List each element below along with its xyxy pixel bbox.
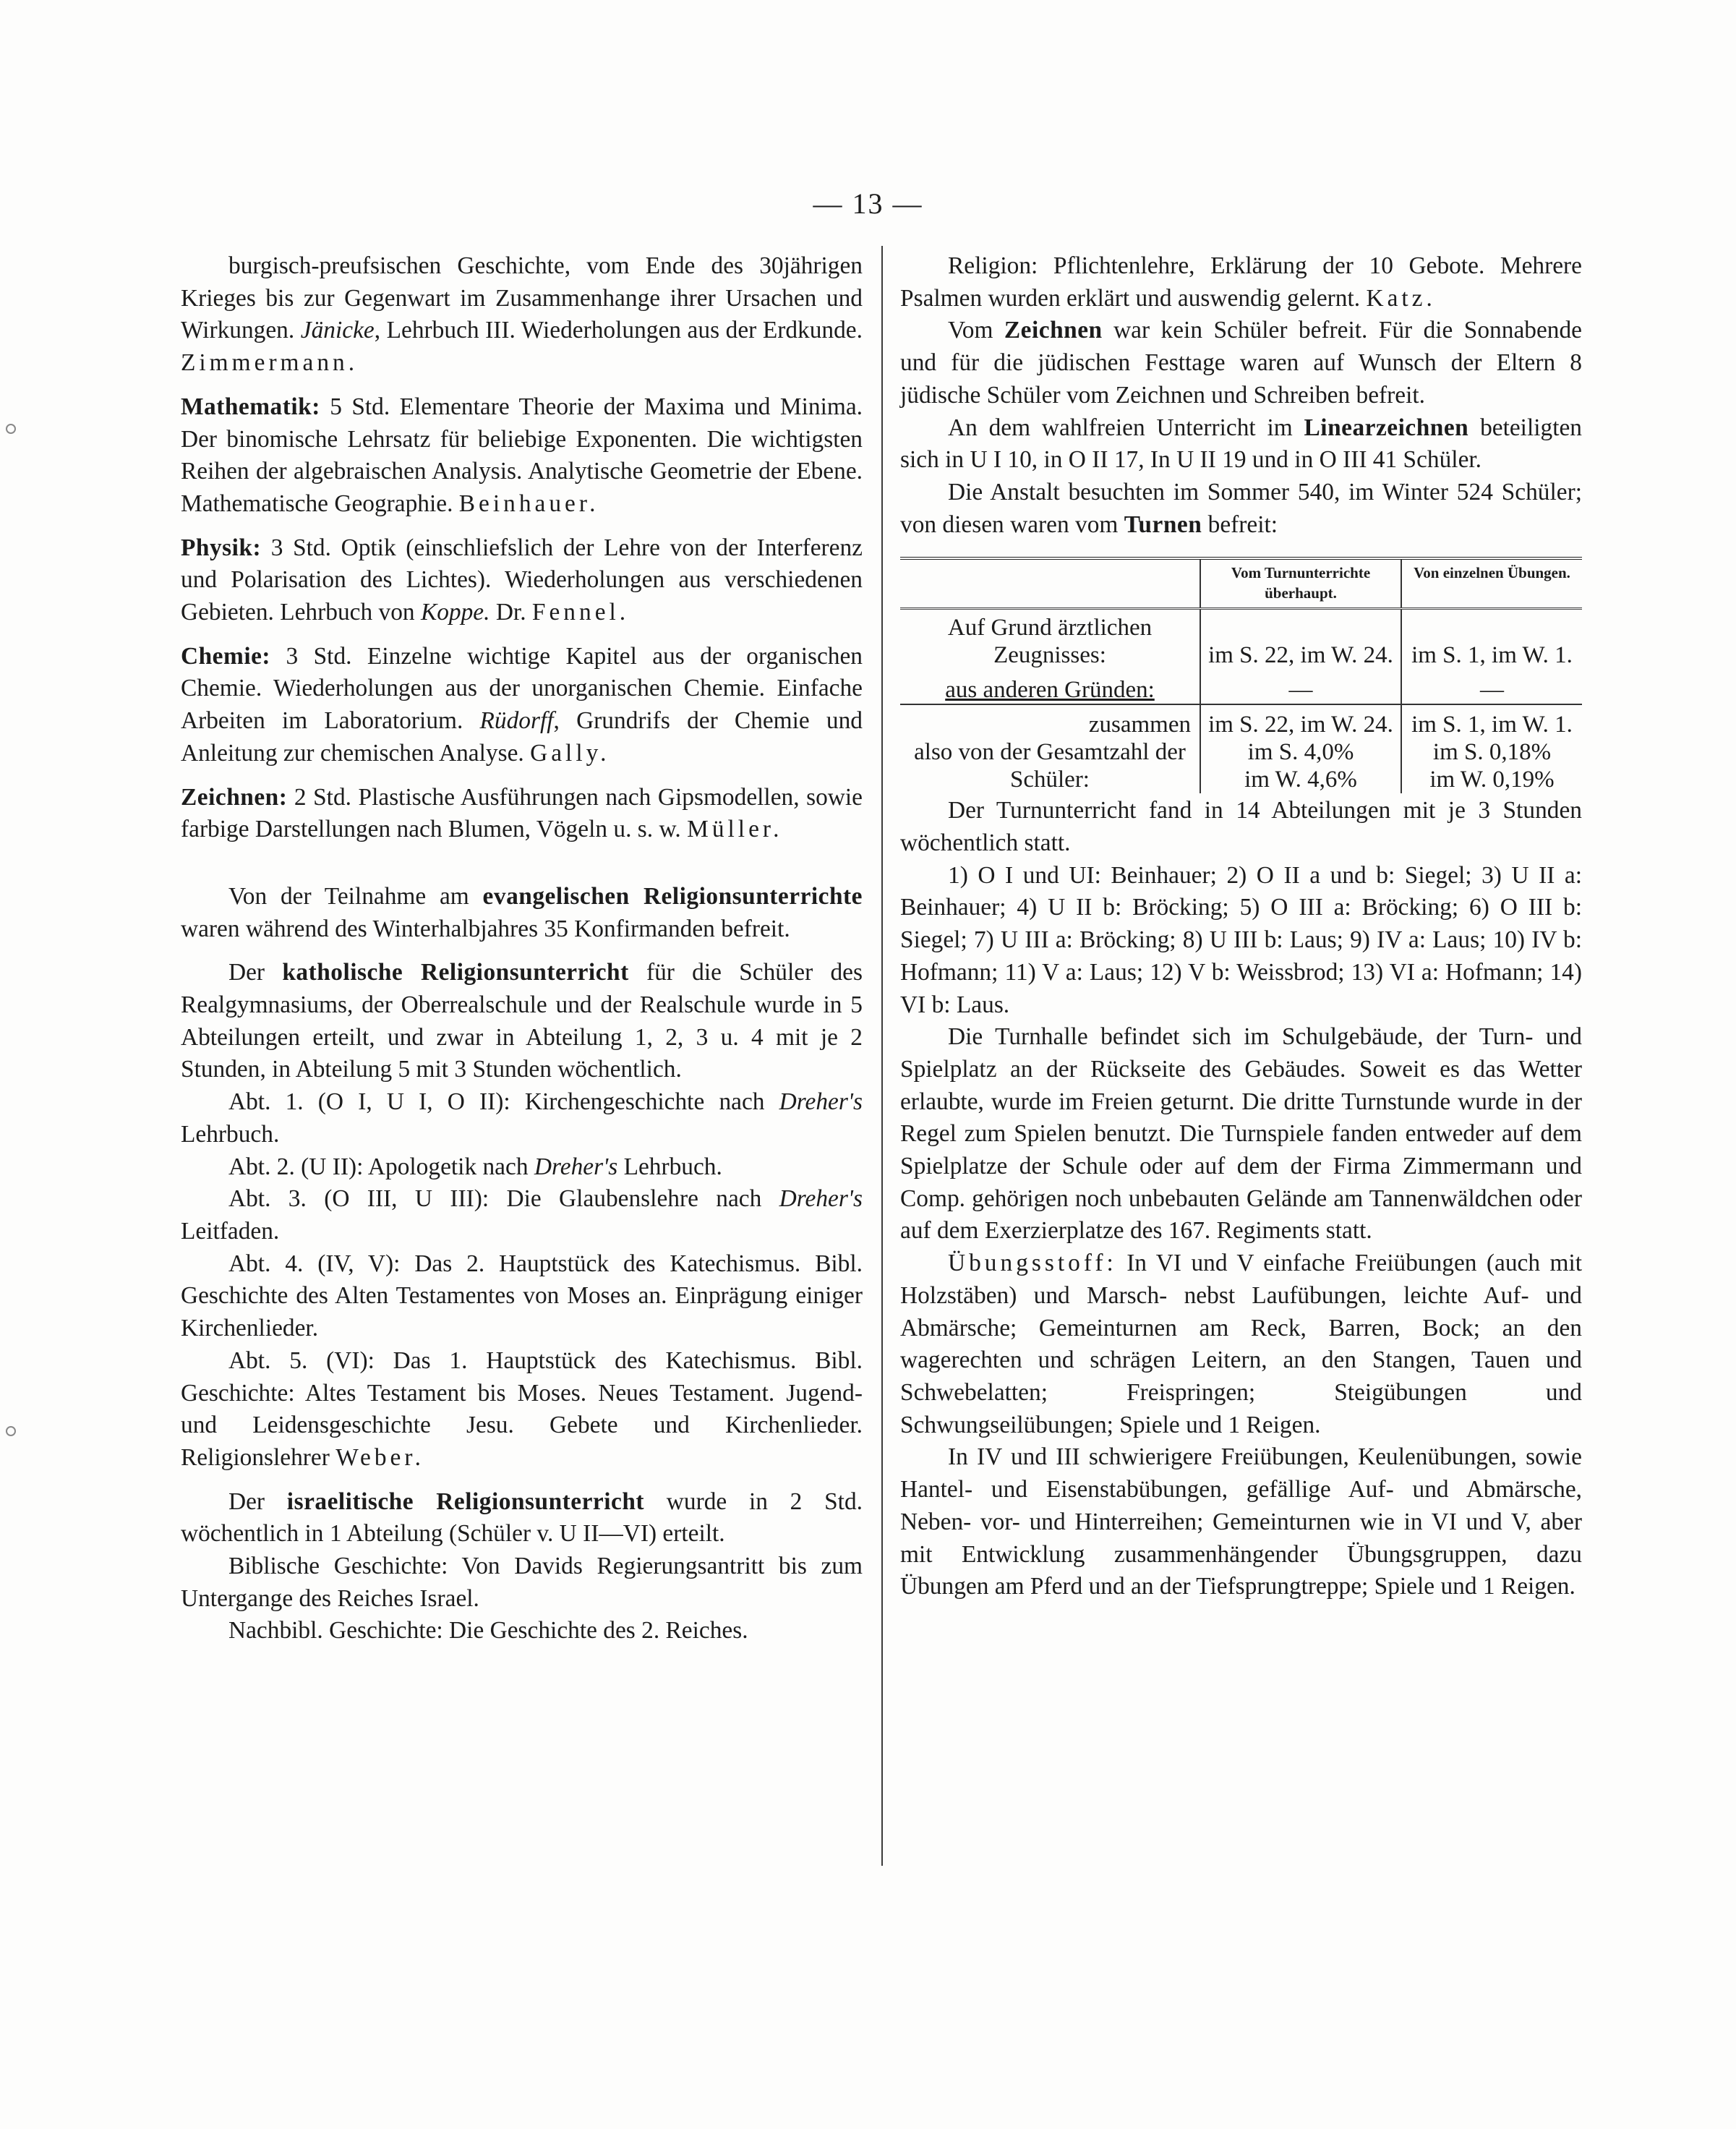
linear-drawing-paragraph: An dem wahlfreien Unterricht im Linearzeichnen beteiligten sich in U I 10, in O II 17, In U II 19 und in O III 41 Schüler.	[900, 414, 1582, 474]
abt-1: Abt. 1. (O I, U I, O II): Kirchengeschichte nach Dreher's Lehrbuch.	[181, 1088, 863, 1148]
iv-iii-exercises-paragraph: In IV und III schwierigere Freiübungen, Keulenübungen, sowie Hantel- und Eisenstabübungen, gefällige Auf- und Abmärsche, Neben- vor- und Hinterreihen; Gemeinturnen wie in VI und V, aber mit Entwicklung zusammenhängender Übungsgruppen, dazu Übungen am Pferd und an der Tiefsprungtreppe; Spiele und 1 Reigen.	[900, 1443, 1582, 1600]
table-header-row	[900, 558, 1582, 609]
exemption-table	[900, 557, 1582, 793]
exercise-material-paragraph: Übungsstoff: In VI und V einfache Freiübungen (auch mit Holzstäben) und Marsch- nebst Laufübungen, leichte Auf- und Abmärsche; Gemeinturnen am Reck, Barren, Bock; an den wagerechten und schrägen Leitern, an den Stangen, Tauen und Schwebelatten; Freispringen; Steigübungen und Schwungseilübungen; Spiele und 1 Reigen.	[900, 1250, 1582, 1438]
catholic-paragraph: Der katholische Religionsunterricht für die Schüler des Realgymnasiums, der Oberrealschule und der Realschule wurde in 5 Abteilungen erteilt, und zwar in Abteilung 1, 2, 3 u. 4 mit je 2 Stunden, in Abteilung 5 mit 3 Stunden wöchentlich.	[181, 959, 863, 1083]
table-row: also von der Gesamtzahl der Schüler: im S. 4,0% im W. 4,6% im S. 0,18% im W. 0,19%	[900, 738, 1582, 793]
gymnasium-hall-paragraph: Die Turnhalle befindet sich im Schulgebäude, der Turn- und Spielplatz an der Rückseite des Gebäudes. Soweit es das Wetter erlaubte, wurde im Freien geturnt. Die dritte Turnstunde wurde in der Regel zum Spielen benutzt. Die Turnspiele fanden entweder auf dem Spielplatze der Schule oder auf dem der Firma Zimmermann und Comp. gehörigen noch unbebauten Gelände am Tannenwäldchen oder auf dem Exerzierplatze des 167. Regiments statt.	[900, 1023, 1582, 1245]
gymnastics-exemption-paragraph: Die Anstalt besuchten im Sommer 540, im Winter 524 Schüler; von diesen waren vom Turnen befreit:	[900, 478, 1582, 538]
table-row: aus anderen Gründen: — —	[900, 669, 1582, 704]
table-row: zusammen im S. 22, im W. 24. im S. 1, im W. 1.	[900, 704, 1582, 738]
abt-4: Abt. 4. (IV, V): Das 2. Hauptstück des Katechismus. Bibl. Geschichte des Alten Testamentes von Moses an. Einprägung einiger Kirchenlieder.	[181, 1250, 863, 1342]
page-number: — 13 —	[813, 187, 923, 220]
evangelical-paragraph: Von der Teilnahme am evangelischen Religionsunterrichte waren während des Winterhalbjahres 35 Konfirmanden befreit.	[181, 882, 863, 942]
left-column	[181, 250, 863, 1647]
table-header-empty	[900, 558, 1200, 609]
biblical-history: Biblische Geschichte: Von Davids Regierungsantritt bis zum Untergange des Reiches Israel.	[181, 1553, 863, 1612]
gymnastics-divisions: 1) O I und UI: Beinhauer; 2) O II a und b: Siegel; 3) U II a: Beinhauer; 4) U II b: Bröcking; 5) O III a: Bröcking; 6) O III b: Siegel; 7) U III a: Bröcking; 8) U III b: Laus; 9) IV a: Laus; 10) IV b: Hofmann; 11) V a: Laus; 12) V b: Weissbrod; 13) VI a: Hofmann; 14) VI b: Laus.	[900, 861, 1582, 1018]
religion-paragraph: Religion: Pflichtenlehre, Erklärung der 10 Gebote. Mehrere Psalmen wurden erklärt und auswendig gelernt. Katz.	[900, 252, 1582, 312]
abt-2: Abt. 2. (U II): Apologetik nach Dreher's Lehrbuch.	[228, 1153, 722, 1180]
margin-mark	[6, 424, 16, 434]
israelite-paragraph: Der israelitische Religionsunterricht wurde in 2 Std. wöchentlich in 1 Abteilung (Schüler v. U II—VI) erteilt.	[181, 1488, 863, 1548]
chemistry-paragraph: Chemie: 3 Std. Einzelne wichtige Kapitel aus der organischen Chemie. Wiederholungen aus der unorganischen Chemie. Einfache Arbeiten im Laboratorium. Rüdorff, Grundrifs der Chemie und Anleitung zur chemischen Analyse. Gally.	[181, 642, 863, 767]
table-header-col3: Von einzelnen Übungen.	[1401, 558, 1582, 609]
margin-mark	[6, 1426, 16, 1436]
abt-5: Abt. 5. (VI): Das 1. Hauptstück des Katechismus. Bibl. Geschichte: Altes Testament bis Moses. Neues Testament. Jugend- und Leidensgeschichte Jesu. Gebete und Kirchenlieder. Religionslehrer Weber.	[181, 1347, 863, 1471]
right-column	[900, 250, 1582, 1603]
table-header-col2: Vom Turnunterrichte überhaupt.	[1200, 558, 1401, 609]
history-paragraph: burgisch-preufsischen Geschichte, vom Ende des 30jährigen Krieges bis zur Gegenwart im Zusammenhange ihrer Ursachen und Wirkungen. Jänicke, Lehrbuch III. Wiederholungen aus der Erdkunde. Zimmermann.	[181, 252, 863, 377]
physics-paragraph: Physik: 3 Std. Optik (einschliefslich der Lehre von der Interferenz und Polarisation des Lichtes). Wiederholungen aus verschiedenen Gebieten. Lehrbuch von Koppe. Dr. Fennel.	[181, 534, 863, 626]
drawing-exemption-paragraph: Vom Zeichnen war kein Schüler befreit. Für die Sonnabende und für die jüdischen Festtage waren auf Wunsch der Eltern 8 jüdische Schüler vom Zeichnen und Schreiben befreit.	[900, 317, 1582, 409]
mathematics-paragraph: Mathematik: 5 Std. Elementare Theorie der Maxima und Minima. Der binomische Lehrsatz für beliebige Exponenten. Die wichtigsten Reihen der algebraischen Analysis. Analytische Geometrie der Ebene. Mathematische Geographie. Beinhauer.	[181, 393, 863, 517]
abt-3: Abt. 3. (O III, U III): Die Glaubenslehre nach Dreher's Leitfaden.	[181, 1185, 863, 1245]
drawing-paragraph: Zeichnen: 2 Std. Plastische Ausführungen nach Gipsmodellen, sowie farbige Darstellungen nach Blumen, Vögeln u. s. w. Müller.	[181, 783, 863, 843]
post-biblical-history: Nachbibl. Geschichte: Die Geschichte des 2. Reiches.	[228, 1617, 748, 1644]
column-divider	[881, 246, 883, 1866]
gymnastics-info: Der Turnunterricht fand in 14 Abteilungen mit je 3 Stunden wöchentlich statt.	[900, 797, 1582, 857]
table-row: Auf Grund ärztlichen Zeugnisses: im S. 22, im W. 24. im S. 1, im W. 1.	[900, 609, 1582, 670]
